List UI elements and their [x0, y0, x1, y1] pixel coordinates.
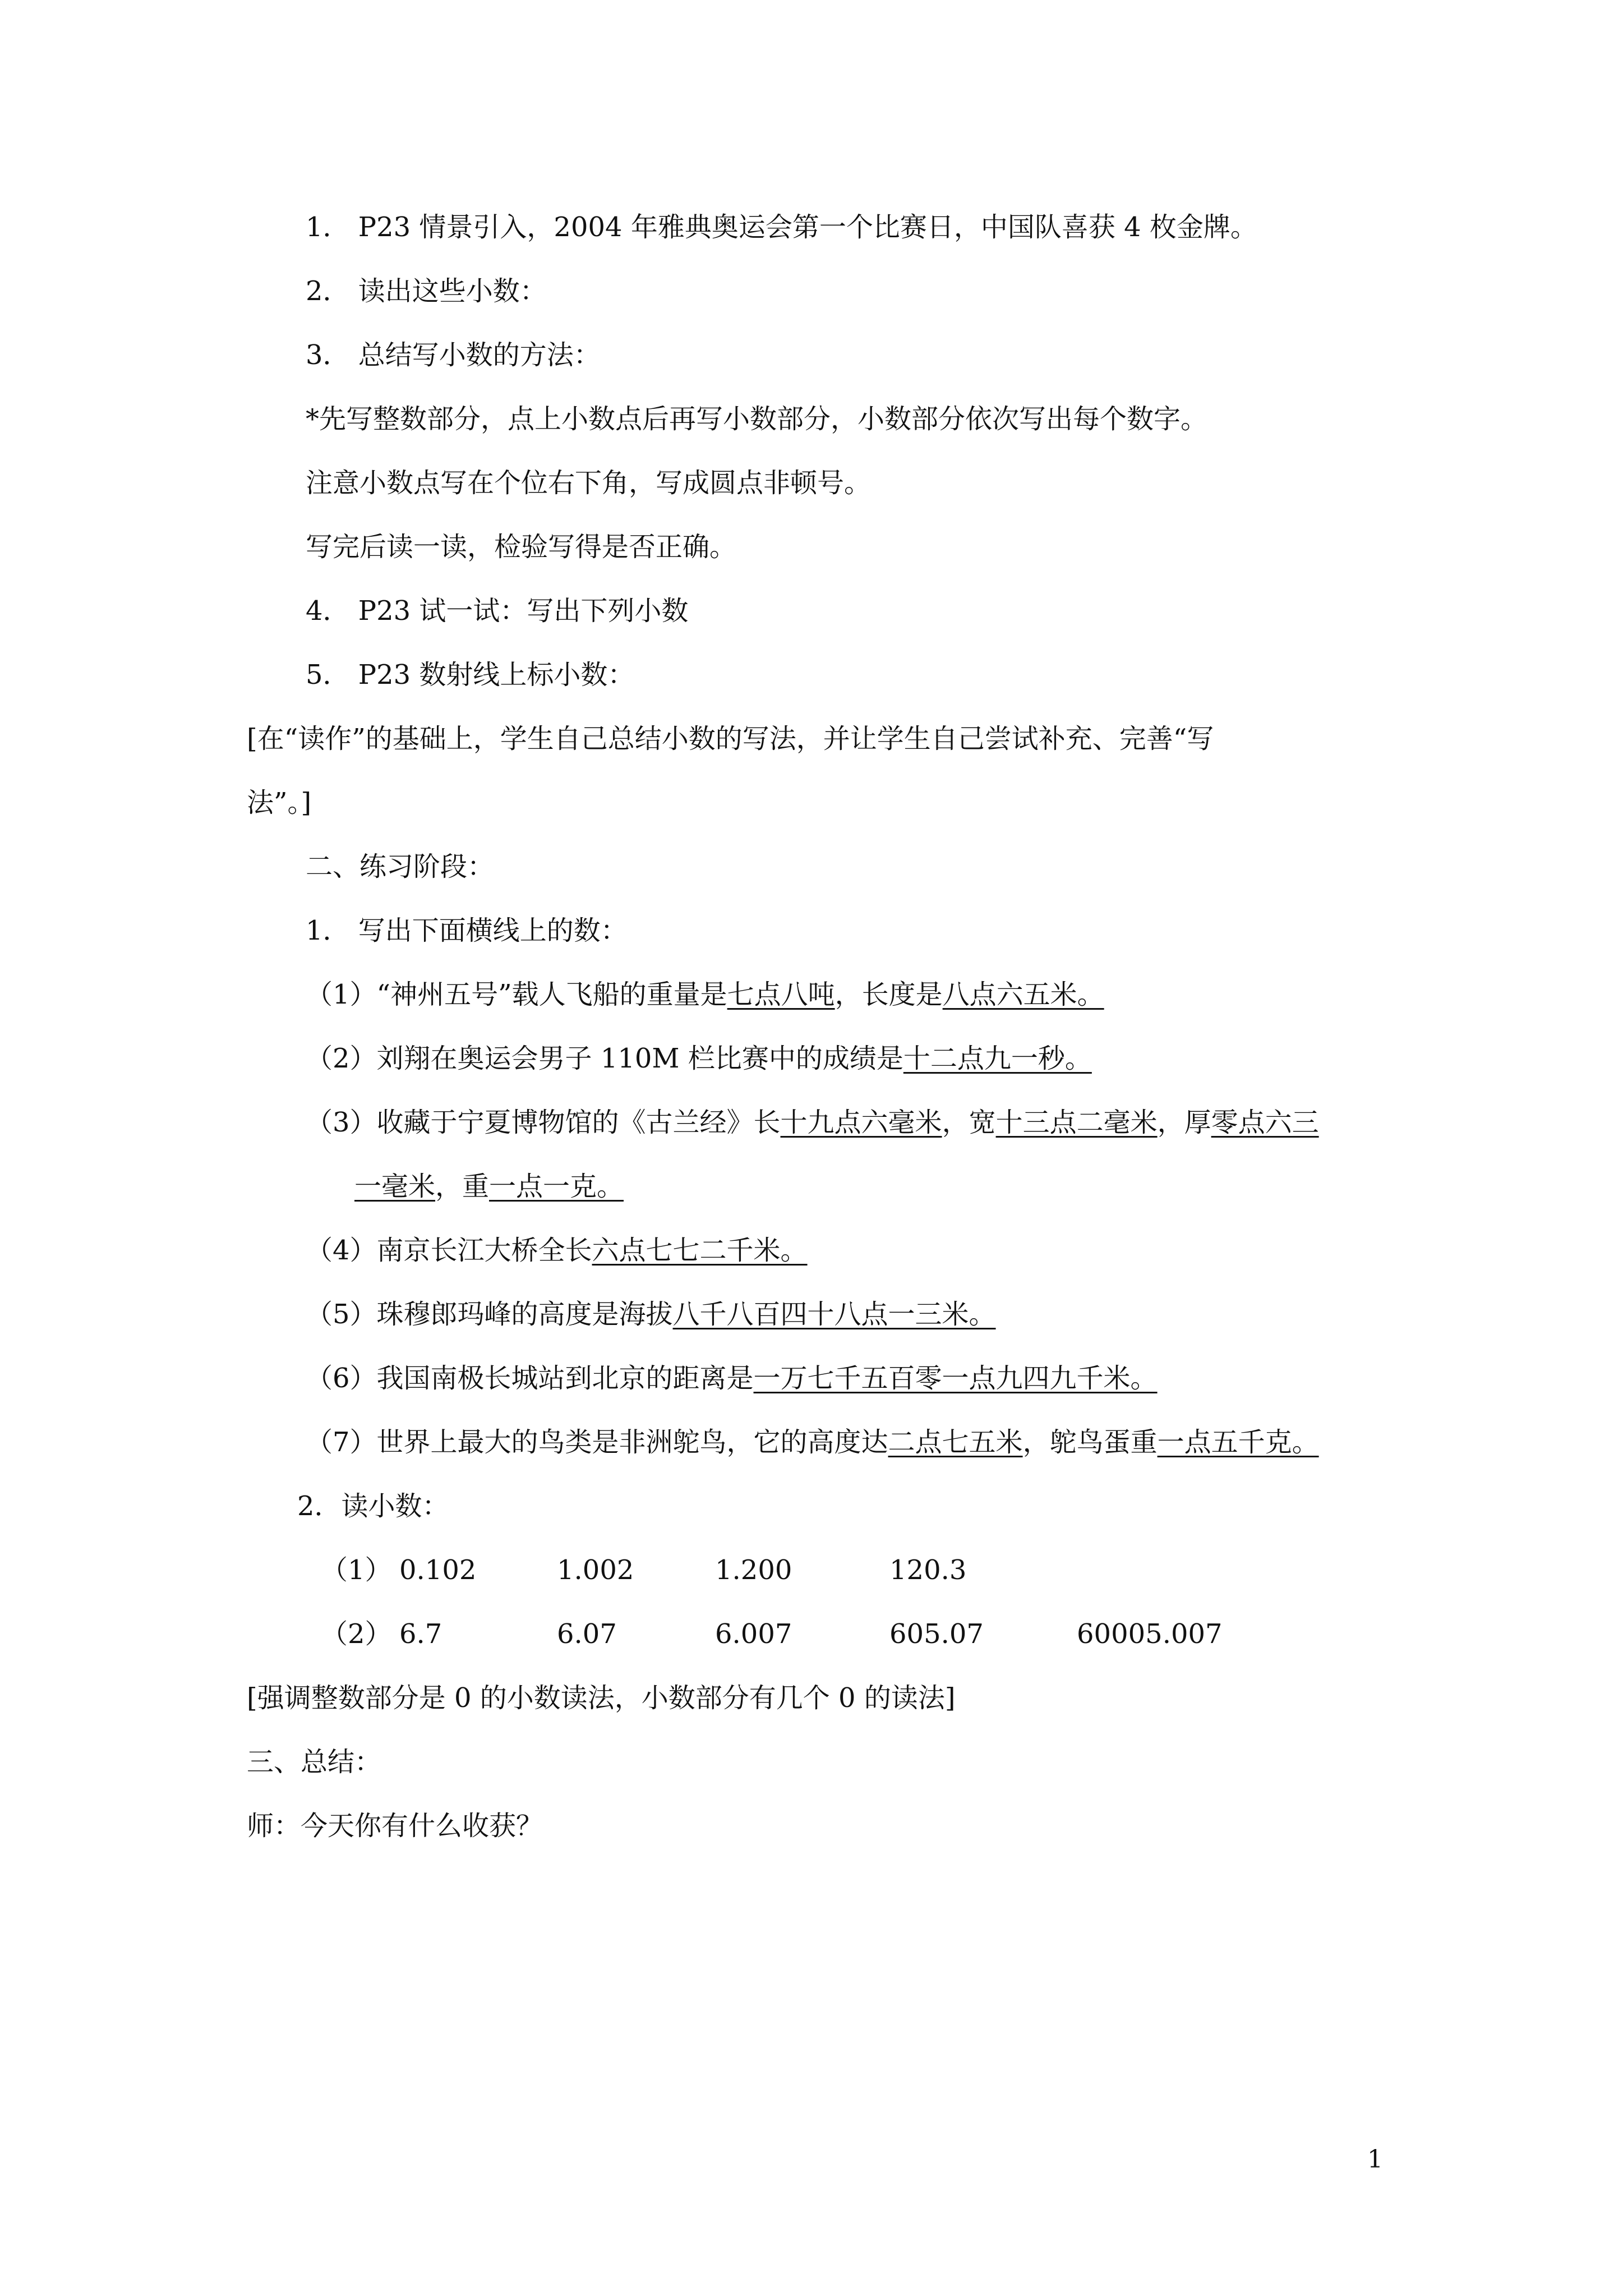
exercise-2-title: 2．读小数： — [297, 1490, 449, 1522]
exercise-line: （6）我国南极长城站到北京的距离是一万七千五百零一点九四九千米。 — [306, 1363, 1158, 1394]
teacher-question: 师：今天你有什么收获？ — [247, 1810, 543, 1842]
exercise-line: （3）收藏于宁夏博物馆的《古兰经》长十九点六毫米，宽十三点二毫米，厚零点六三 — [306, 1107, 1319, 1138]
emphasis-note: [强调整数部分是 0 的小数读法，小数部分有几个 0 的读法] — [247, 1682, 956, 1714]
exercise-line: （4）南京长江大桥全长六点七七二千米。 — [306, 1235, 808, 1266]
method-point-1: *先写整数部分，点上小数点后再写小数部分，小数部分依次写出每个数字。 — [306, 403, 1208, 435]
exercise-line: 一毫米，重一点一克。 — [354, 1171, 624, 1202]
decimal-value: 6.07 — [557, 1618, 617, 1650]
page-number: 1 — [1367, 2145, 1383, 2174]
decimal-value: 1.200 — [715, 1554, 792, 1586]
exercise-line: （2）刘翔在奥运会男子 110M 栏比赛中的成绩是十二点九一秒。 — [306, 1043, 1092, 1074]
exercise-line: （1）“神州五号”载人飞船的重量是七点八吨，长度是八点六五米。 — [306, 979, 1104, 1010]
decimal-value: 60005.007 — [1077, 1618, 1223, 1650]
teaching-note-cont: 法”。] — [247, 787, 312, 818]
exercise-line: （5）珠穆郎玛峰的高度是海拔八千八百四十八点一三米。 — [306, 1299, 996, 1330]
decimal-value: 605.07 — [889, 1618, 984, 1650]
read-row-label: （2） — [321, 1618, 392, 1650]
decimal-value: 6.7 — [399, 1618, 442, 1650]
exercise-1-title: 1． 写出下面横线上的数： — [306, 915, 628, 946]
decimal-value: 0.102 — [399, 1554, 477, 1586]
read-row-label: （1） — [321, 1554, 392, 1586]
step-4: 4． P23 试一试：写出下列小数 — [306, 595, 689, 627]
method-point-2: 注意小数点写在个位右下角，写成圆点非顿号。 — [306, 467, 872, 499]
step-1: 1． P23 情景引入，2004 年雅典奥运会第一个比赛日，中国队喜获 4 枚金牌。 — [306, 211, 1257, 243]
step-2: 2． 读出这些小数： — [306, 275, 547, 307]
section-practice: 二、练习阶段： — [306, 851, 495, 882]
section-summary: 三、总结： — [247, 1746, 382, 1778]
step-5: 5． P23 数射线上标小数： — [306, 659, 635, 691]
exercise-line: （7）世界上最大的鸟类是非洲鸵鸟，它的高度达二点七五米，鸵鸟蛋重一点五千克。 — [306, 1427, 1319, 1458]
step-3: 3． 总结写小数的方法： — [306, 339, 601, 371]
method-point-3: 写完后读一读，检验写得是否正确。 — [306, 531, 737, 563]
decimal-value: 1.002 — [557, 1554, 634, 1586]
decimal-value: 6.007 — [715, 1618, 792, 1650]
teaching-note: [在“读作”的基础上，学生自己总结小数的写法，并让学生自己尝试补充、完善“写 — [247, 723, 1214, 754]
decimal-value: 120.3 — [889, 1554, 967, 1586]
